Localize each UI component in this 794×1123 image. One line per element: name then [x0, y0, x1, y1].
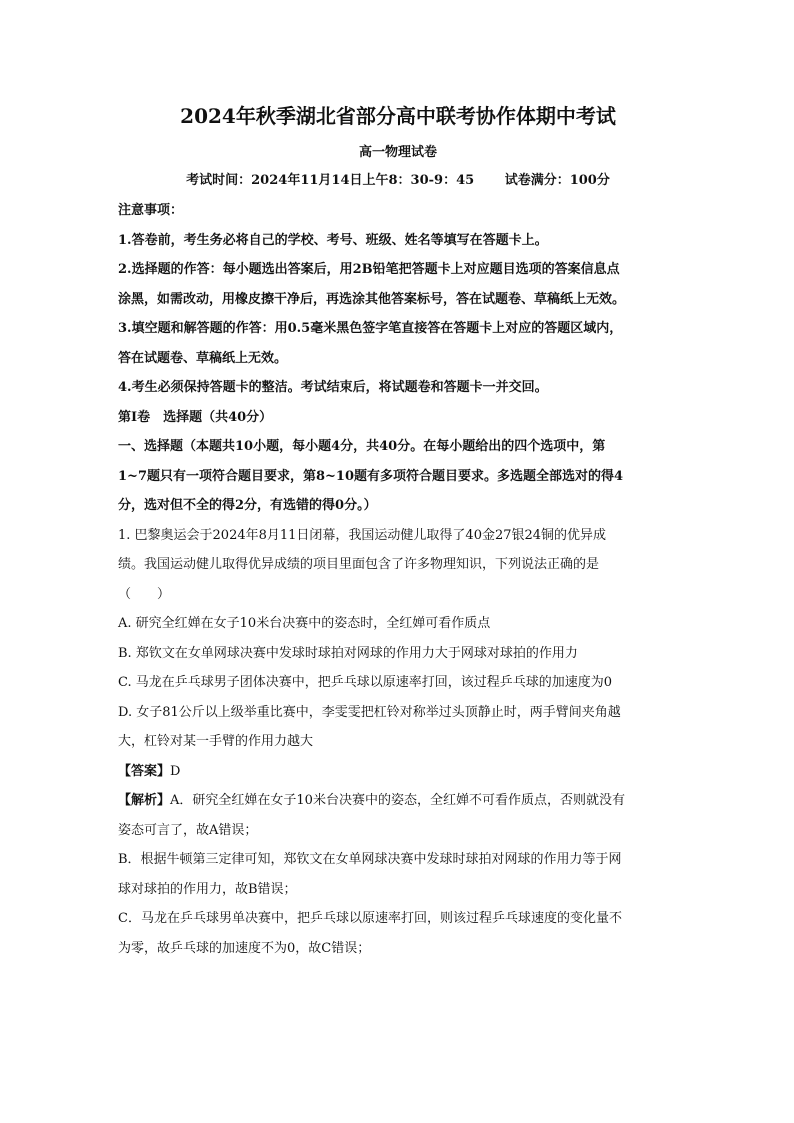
- analysis-line: 姿态可言了，故A错误；: [118, 822, 258, 838]
- option-d: D. 女子81公斤以上级举重比赛中，李雯雯把杠铃对称举过头顶静止时，两手臂间夹角越: [118, 704, 621, 720]
- section-intro-line: 1~7题只有一项符合题目要求，第8~10题有多项符合题目要求。多选题全部选对的得4: [118, 468, 624, 484]
- option-b: B. 郑钦文在女单网球决赛中发球时球拍对网球的作用力大于网球对球拍的作用力: [118, 645, 578, 661]
- question-stem: [118, 521, 678, 610]
- option-a: A. 研究全红婵在女子10米台决赛中的姿态时，全红婵可看作质点: [118, 616, 491, 631]
- analysis-line: C．马龙在乒乓球男单决赛中，把乒乓球以原速率打回，则该过程乒乓球速度的变化量不: [118, 911, 622, 926]
- answer-value: D: [170, 763, 181, 779]
- answer-tag: 【答案】: [118, 763, 171, 779]
- question-stem-line: 绩。我国运动健儿取得优异成绩的项目里面包含了许多物理知识，下列说法正确的是: [118, 557, 600, 572]
- question-options: [118, 609, 678, 757]
- analysis: [118, 786, 678, 963]
- analysis-line: [118, 786, 678, 816]
- notice-line: 涂黑，如需改动，用橡皮擦干净后，再选涂其他答案标号，答在试题卷、草稿纸上无效。: [118, 291, 626, 307]
- answer-line: [118, 757, 678, 787]
- notice-line: 1.答卷前，考生务必将自己的学校、考号、班级、姓名等填写在答题卡上。: [118, 232, 548, 248]
- notice-line: 2.选择题的作答：每小题选出答案后，用2B铅笔把答题卡上对应题目选项的答案信息点: [118, 262, 620, 277]
- analysis-line: 为零，故乒乓球的加速度不为0，故C错误；: [118, 940, 371, 956]
- option-d-continued: 大，杠铃对某一手臂的作用力越大: [118, 734, 314, 749]
- exam-title: 2024年秋季湖北省部分高中联考协作体期中考试: [180, 104, 616, 128]
- section-intro: [118, 432, 678, 521]
- analysis-line: 球对球拍的作用力，故B错误；: [118, 881, 297, 897]
- volume-heading: 第Ⅰ卷 选择题（共40分）: [118, 409, 273, 425]
- notice-list: [118, 226, 678, 403]
- page-content: [118, 100, 678, 963]
- option-c: C. 马龙在乒乓球男子团体决赛中，把乒乓球以原速率打回，该过程乒乓球的加速度为0: [118, 675, 613, 690]
- exam-subtitle: 高一物理试卷: [358, 145, 437, 160]
- analysis-line: B．根据牛顿第三定律可知，郑钦文在女单网球决赛中发球时球拍对网球的作用力等于网: [118, 852, 622, 867]
- section-intro-line: 一、选择题（本题共10小题，每小题4分，共40分。在每小题给出的四个选项中，第: [118, 439, 606, 454]
- analysis-tag: 【解析】: [118, 793, 171, 808]
- question-1: [118, 521, 678, 964]
- notice-line: 3.填空题和解答题的作答：用0.5毫米黑色签字笔直接答在答题卡上对应的答题区域内，: [118, 321, 623, 336]
- notice-heading: 注意事项：: [118, 203, 184, 218]
- section-intro-line: 分，选对但不全的得2分，有选错的得0分。）: [118, 498, 377, 513]
- question-stem-line: （ ）: [118, 586, 171, 602]
- notice-line: 4.考生必须保持答题卡的整洁。考试结束后，将试题卷和答题卡一并交回。: [118, 380, 548, 395]
- question-stem-line: 1. 巴黎奥运会于2024年8月11日闭幕，我国运动健儿取得了40金27银24铜的优异成: [118, 527, 607, 543]
- exam-meta: 考试时间：2024年11月14日上午8：30-9：45 试卷满分：100分: [186, 173, 610, 188]
- analysis-text: A．研究全红婵在女子10米台决赛中的姿态，全红婵不可看作质点，否则就没有: [170, 793, 625, 808]
- notice-line: 答在试题卷、草稿纸上无效。: [118, 350, 288, 366]
